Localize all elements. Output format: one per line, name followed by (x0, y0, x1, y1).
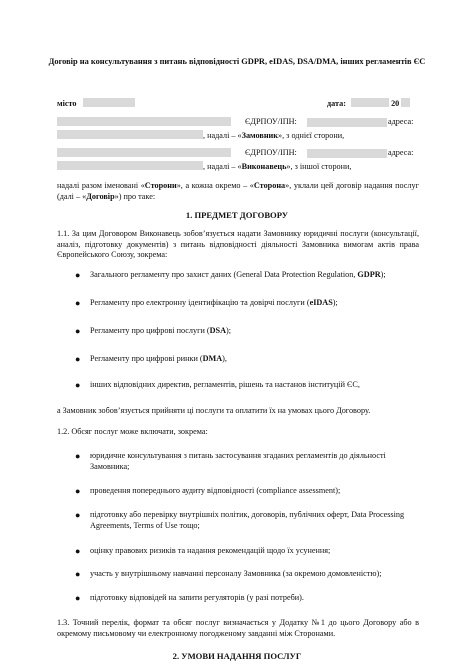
party1-line1 (57, 117, 417, 129)
list1-item (90, 354, 414, 365)
city-line (57, 98, 135, 110)
contract-title: Договір на консультування з питань відповідності GDPR, eIDAS, DSA/DMA, інших регламентів ЄС (48, 57, 426, 66)
party1-address-field[interactable] (57, 130, 203, 139)
party2-edrpou-field[interactable] (307, 149, 387, 158)
clause-1-2: 1.2. Обсяг послуг може включати, зокрема: (57, 427, 208, 436)
date-line (327, 98, 410, 110)
party1-suffix-pre: , надалі – « (203, 131, 242, 140)
list2-item: юридичне консультування з питань застосування згаданих регламентів до діяльності Замовника; (90, 451, 386, 471)
intro-bold-contract: Договір (86, 191, 115, 201)
city-field[interactable] (83, 98, 135, 107)
list1-item-text: Регламенту про цифрові ринки ( (90, 354, 203, 363)
party1-role: Замовник (241, 131, 278, 140)
party2-name-field[interactable] (57, 148, 231, 157)
clause-1-3: 1.3. Точний перелік, формат та обсяг послуг визначається у Додатку №1 до цього Договору або в окремому письмовому чи електронному погодженому завданні між Сторонами. (57, 618, 419, 638)
section-1-heading: 1. ПРЕДМЕТ ДОГОВОРУ (185, 210, 289, 220)
party1-name-field[interactable] (57, 117, 231, 126)
bullet-icon: ● (75, 298, 81, 308)
intro-text-4: ») про таке: (114, 191, 156, 201)
party2-edrpou-label: ЄДРПОУ/ІПН: (245, 148, 297, 157)
list2-item: проведення попереднього аудиту відповідності (compliance assessment); (90, 486, 341, 495)
list1-item-abbr: GDPR (357, 270, 381, 279)
list1-item (90, 380, 414, 391)
list1-item-end: ); (332, 298, 338, 307)
bullet-icon: ● (75, 546, 81, 556)
bullet-icon: ● (75, 569, 81, 579)
list2-item: участь у внутрішньому навчанні персоналу Замовника (за окремою домовленістю); (90, 569, 382, 578)
list1-item-abbr: eIDAS (309, 298, 333, 307)
year-field[interactable] (401, 98, 410, 107)
list1-item-end: ); (380, 270, 386, 279)
list1-item-end: ), (222, 354, 227, 363)
clause-1-1: 1.1. За цим Договором Виконавець зобов’язується надати Замовнику юридичні послуги (консультації, аналіз, підготовку документів) з питань відповідності діяльності Замовника вимогам актів права Європейського Союзу, зокрема: (57, 229, 419, 260)
list2-item: підготовку відповідей на запити регуляторів (у разі потреби). (90, 593, 304, 602)
party2-suffix-pre: , надалі – « (203, 162, 242, 171)
party2-line1 (57, 148, 417, 160)
party2-line2 (57, 161, 351, 173)
party2-role: Виконавець (241, 162, 287, 171)
list2-item: оцінку правових ризиків та надання рекомендацій щодо їх усунення; (90, 546, 331, 555)
bullet-icon: ● (75, 380, 81, 390)
city-label: місто (57, 99, 77, 108)
date-label: дата: (327, 99, 346, 108)
bullet-icon: ● (75, 510, 81, 520)
section-2-heading: 2. УМОВИ НАДАННЯ ПОСЛУГ (172, 651, 302, 661)
list1-item-text: Регламенту про цифрові послуги ( (90, 326, 210, 335)
intro-paragraph (57, 181, 419, 202)
list1-item-text: інших відповідних директив, регламентів, рішень та настанов інституцій ЄС, (90, 380, 360, 389)
list1-item-end: ); (226, 326, 232, 335)
list1-item-text: Загального регламенту про захист даних (General Data Protection Regulation, (90, 270, 358, 279)
bullet-icon: ● (75, 354, 81, 364)
party1-address-label: адреса: (388, 117, 414, 126)
list1-item (90, 298, 414, 309)
party2-suffix-post: », з іншої сторони, (286, 162, 352, 171)
party2-address-field[interactable] (57, 161, 203, 170)
intro-text-2: », а кожна окремо – « (176, 181, 254, 190)
party1-line2 (57, 130, 344, 142)
intro-text-3: », уклали цей договір надання послуг (далі – « (57, 181, 419, 201)
year-label: 20 (391, 99, 400, 108)
list1-item (90, 326, 414, 337)
list2-item: підготовку або перевірку внутрішніх політик, договорів, публічних оферт, Data Processing Agreements, Terms of Use тощо; (90, 510, 405, 530)
intro-text-1: надалі разом іменовані « (57, 181, 145, 190)
bullet-icon: ● (75, 326, 81, 336)
list1-item (90, 270, 414, 281)
intro-bold-parties: Сторони (144, 181, 177, 190)
bullet-icon: ● (75, 270, 81, 280)
date-field[interactable] (351, 98, 389, 107)
list1-item-abbr: DMA (202, 354, 223, 363)
party1-edrpou-label: ЄДРПОУ/ІПН: (245, 117, 297, 126)
bullet-icon: ● (75, 593, 81, 603)
intro-bold-party: Сторона (253, 181, 286, 190)
bullet-icon: ● (75, 486, 81, 496)
clause-1-1-continuation: а Замовник зобов’язується прийняти ці послуги та оплатити їх на умовах цього Договору. (57, 406, 371, 415)
list1-item-text: Регламенту про електронну ідентифікацію та довірчі послуги ( (90, 298, 310, 307)
bullet-icon: ● (75, 451, 81, 461)
party1-edrpou-field[interactable] (307, 118, 387, 127)
party2-address-label: адреса: (388, 148, 414, 157)
list1-item-abbr: DSA (209, 326, 227, 335)
party1-suffix-post: », з однієї сторони, (277, 131, 345, 140)
